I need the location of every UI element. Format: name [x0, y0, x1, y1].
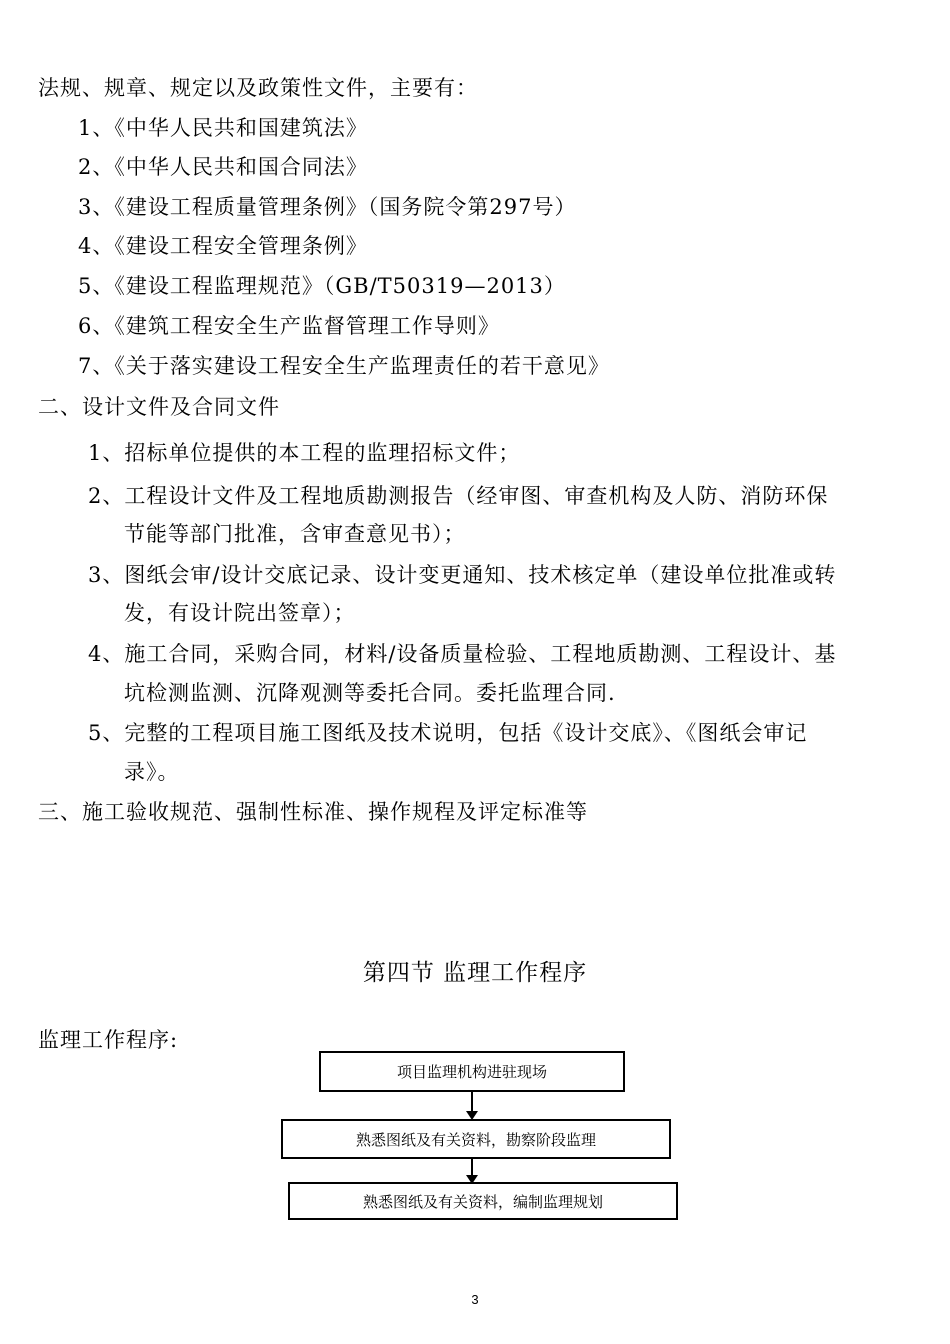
law-item-1: 1、《中华人民共和国建筑法》 [78, 116, 368, 140]
flow-arrow-1 [471, 1092, 473, 1118]
flow-step-3: 熟悉图纸及有关资料，编制监理规划 [288, 1182, 678, 1220]
design-doc-2: 2、工程设计文件及工程地质勘测报告（经审图、审查机构及人防、消防环保 [88, 484, 829, 508]
section3-heading: 三、施工验收规范、强制性标准、操作规程及评定标准等 [38, 800, 588, 824]
section-title: 第四节 监理工作程序 [362, 960, 588, 986]
design-doc-1: 1、招标单位提供的本工程的监理招标文件； [88, 441, 521, 465]
intro-line: 法规、规章、规定以及政策性文件，主要有： [38, 76, 478, 100]
design-doc-5-cont: 录》。 [124, 760, 180, 784]
design-doc-4: 4、施工合同，采购合同，材料/设备质量检验、工程地质勘测、工程设计、基 [88, 642, 837, 666]
law-item-4: 4、《建设工程安全管理条例》 [78, 234, 368, 258]
law-item-6: 6、《建筑工程安全生产监督管理工作导则》 [78, 314, 500, 338]
design-doc-5: 5、完整的工程项目施工图纸及技术说明，包括《设计交底》、《图纸会审记 [88, 721, 808, 745]
design-doc-3-cont: 发，有设计院出签章）； [124, 601, 356, 625]
flow-arrow-2 [471, 1159, 473, 1182]
section2-heading: 二、设计文件及合同文件 [38, 395, 280, 419]
law-item-5: 5、《建设工程监理规范》（GB/T50319—2013） [78, 274, 566, 298]
design-doc-3: 3、图纸会审/设计交底记录、设计变更通知、技术核定单（建设单位批准或转 [88, 563, 837, 587]
design-doc-2-cont: 节能等部门批准，含审查意见书）； [124, 522, 466, 546]
flow-step-1: 项目监理机构进驻现场 [319, 1051, 625, 1092]
design-doc-4-cont: 坑检测监测、沉降观测等委托合同。委托监理合同. [124, 681, 616, 705]
procedure-label: 监理工作程序: [38, 1028, 179, 1052]
law-item-7: 7、《关于落实建设工程安全生产监理责任的若干意见》 [78, 354, 610, 378]
page-number: 3 [471, 1292, 479, 1307]
flow-step-2: 熟悉图纸及有关资料，勘察阶段监理 [281, 1119, 671, 1159]
law-item-2: 2、《中华人民共和国合同法》 [78, 155, 368, 179]
law-item-3: 3、《建设工程质量管理条例》（国务院令第297号） [78, 195, 577, 219]
